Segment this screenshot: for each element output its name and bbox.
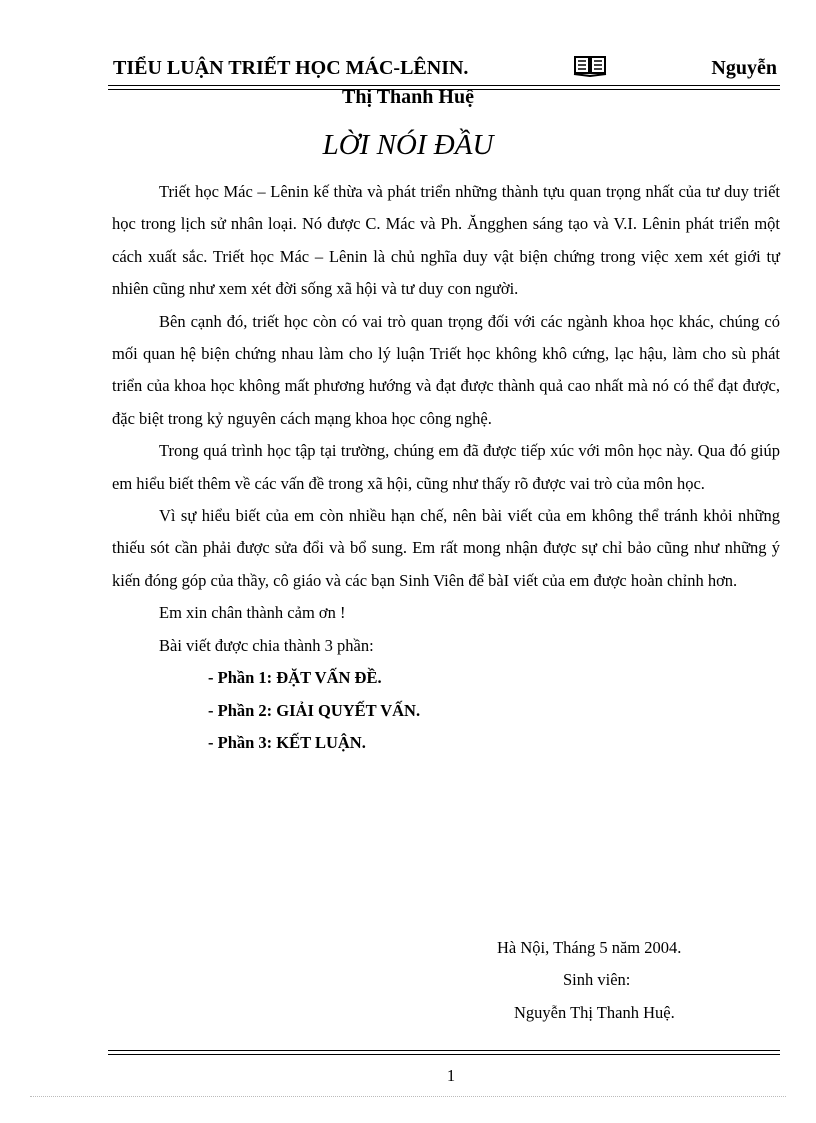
signer-role: Sinh viên: — [563, 970, 631, 989]
document-body — [112, 176, 780, 759]
page-title: LỜI NÓI ĐẦU — [322, 129, 494, 161]
open-book-icon — [573, 55, 607, 77]
thanks-line: Em xin chân thành cảm ơn ! — [159, 603, 346, 623]
list-item: - Phần 1: ĐẶT VẤN ĐỀ. — [208, 668, 382, 688]
footer-rule — [108, 1050, 780, 1055]
page-break-divider — [30, 1096, 786, 1097]
paragraph: Bên cạnh đó, triết học còn có vai trò quan trọng đối với các ngành khoa học khác, chúng có mối quan hệ biện chứng nhau làm cho lý luận Triết học không khô cứng, lạc hậu, làm cho sù phát triển của khoa học không mất phương hướng và đạt được thành quả cao nhất mà nó có thể đạt được, đặc biệt trong kỷ nguyên cách mạng khoa học công nghệ. — [112, 311, 780, 428]
place-date: Hà Nội, Tháng 5 năm 2004. — [497, 938, 682, 957]
parts-intro: Bài viết được chia thành 3 phần: — [159, 635, 374, 655]
header-author-continuation: Thị Thanh Huệ — [342, 86, 474, 108]
header-author: Nguyễn — [711, 57, 777, 79]
list-item: - Phần 3: KẾT LUẬN. — [208, 732, 366, 752]
page-number: 1 — [446, 1066, 456, 1085]
paragraph: Vì sự hiểu biết của em còn nhiều hạn chế, nên bài viết của em không thể tránh khỏi những thiếu sót cần phải được sửa đổi và bổ sung. Em rất mong nhận được sự chỉ bảo cũng như những ý kiến đóng góp của thầy, cô giáo và các bạn Sinh Viên để bàI viết của em được hoàn chỉnh hơn. — [112, 506, 780, 590]
header-title: TIỂU LUẬN TRIẾT HỌC MÁC-LÊNIN. — [113, 57, 469, 79]
signer-name: Nguyễn Thị Thanh Huệ. — [514, 1003, 675, 1022]
running-header — [108, 55, 780, 85]
parts-list — [112, 662, 780, 759]
paragraph: Trong quá trình học tập tại trường, chúng em đã được tiếp xúc với môn học này. Qua đó giúp em hiểu biết thêm về các vấn đề trong xã hội, cũng như thấy rõ được vai trò của môn học. — [112, 441, 780, 493]
paragraph: Triết học Mác – Lênin kế thừa và phát triển những thành tựu quan trọng nhất của tư duy triết học trong lịch sử nhân loại. Nó được C. Mác và Ph. Ăngghen sáng tạo và V.I. Lênin phát triển một cách xuất sắc. Triết học Mác – Lênin là chủ nghĩa duy vật biện chứng trong việc xem xét giới tự nhiên cũng như xem xét đời sống xã hội và tư duy con người. — [112, 182, 780, 299]
list-item: - Phần 2: GIẢI QUYẾT VẤN. — [208, 700, 421, 720]
